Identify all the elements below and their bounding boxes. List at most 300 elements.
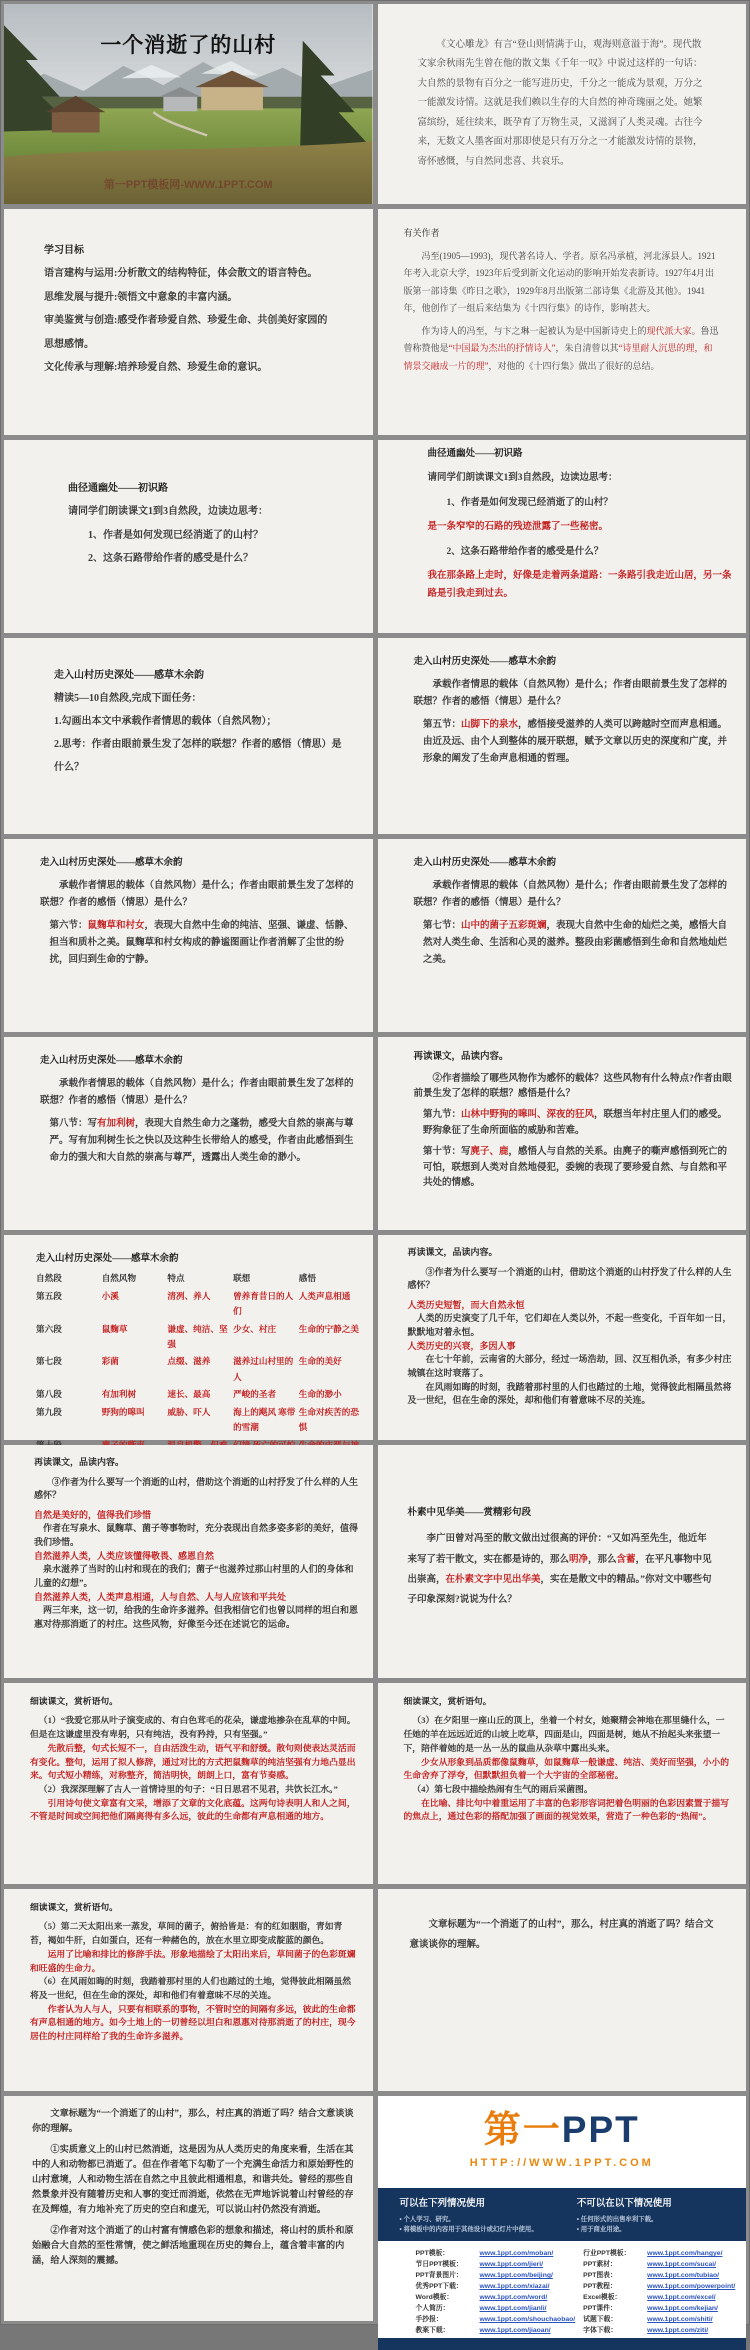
link-row <box>583 2292 736 2303</box>
table-cell: 点缀、滋养 <box>167 1356 211 1367</box>
slide-19-block-5 <box>30 2003 359 2044</box>
table-header: 感悟 <box>298 1273 316 1284</box>
logo-area <box>378 2096 747 2188</box>
highlight-text: 山林中野狗的嗥叫、深夜的狂风 <box>461 1110 595 1121</box>
table-cell: 威胁、吓人 <box>167 1406 211 1417</box>
slide-9 <box>4 839 373 1032</box>
slide-18-block-1 <box>404 1695 733 1709</box>
slide-14-block-1 <box>408 1246 735 1260</box>
link-label: 节日PPT模板： <box>415 2260 463 2268</box>
table-cell: 严峻的圣者 <box>233 1389 277 1400</box>
link-label: PPT模板： <box>415 2249 450 2257</box>
slide-19 <box>4 1889 373 2091</box>
slide-10-block-2 <box>414 878 731 912</box>
text-run: 第五节： <box>423 720 462 731</box>
slide-21-block-1 <box>32 2106 357 2136</box>
link-label: 优秀PPT下载： <box>415 2282 463 2290</box>
highlight-text: 自然是美好的，值得我们珍惜 <box>34 1509 152 1520</box>
deny-column <box>577 2196 724 2235</box>
table-cell: 生命对疾苦的恐惧 <box>298 1406 359 1433</box>
usage-item: • 将模板中的内容用于其他设计或幻灯片中使用。 <box>400 2225 547 2235</box>
footer-link[interactable]: www.1ppt.com/shiti/ <box>647 2315 713 2323</box>
slide-3-block-1 <box>44 239 333 263</box>
highlight-text: 麂子、鹿 <box>470 1147 509 1158</box>
slide-6-block-1 <box>428 445 735 463</box>
footer-link[interactable]: www.1ppt.com/hangye/ <box>647 2249 723 2257</box>
slide-5-block-4 <box>88 547 353 571</box>
text-run: 第六节： <box>49 921 88 932</box>
text-run: （4）第七段中描绘热闹有生气的雨后采菌图。 <box>412 1784 593 1795</box>
text-run: 走入山村历史深处——感草木余韵 <box>40 1056 183 1066</box>
1ppt-logo <box>483 2109 640 2151</box>
allow-column <box>400 2196 547 2235</box>
text-run: ，感悟接受滋养的人类可以跨越时空而声息相通。由近及远、由个人到整体的展开联想，赋予文章以历史的深度和广度，并形象的阐发了生命声息相通的哲理。 <box>423 720 728 764</box>
links-left <box>416 2248 576 2336</box>
text-run: 细读课文，赏析语句。 <box>403 1696 492 1706</box>
slide-21-block-2 <box>32 2142 357 2217</box>
slide-9-block-3 <box>50 918 357 969</box>
table-cell: 人类声息相通 <box>298 1290 351 1301</box>
link-row <box>583 2281 736 2292</box>
slide-14-block-3 <box>408 1299 735 1313</box>
slide-17-block-2 <box>30 1714 359 1741</box>
highlight-text: 引用诗句使文章富有文采，增添了文章的文化底蕴。这两句诗表明人和人之间，不管是时间或空间把他们隔离得有多么远，彼此的生命都有声息相通的地方。 <box>30 1797 356 1822</box>
slide-17 <box>4 1683 373 1884</box>
link-label: 试题下载： <box>583 2315 618 2323</box>
table-cell: 第七段 <box>36 1356 62 1367</box>
table-cell: 彩菌 <box>101 1356 119 1367</box>
slide-15-block-4 <box>34 1522 361 1549</box>
text-run: ，那么 <box>588 1554 617 1565</box>
slide-3-block-5 <box>44 356 333 380</box>
link-row <box>583 2259 736 2270</box>
highlight-text: 作者认为人与人，只要有相联系的事物，不管时空的间隔有多远，彼此的生命都有声息相通的地方。如今土地上的一切曾经以坦白和恩惠对待那消逝了的村庄，现今居住的村庄同样给了我的生命许多滋养。 <box>30 2003 356 2042</box>
link-label: 字体下载： <box>583 2326 618 2334</box>
highlight-text: 自然滋养人类，人类声息相通，人与自然、人与人应该和平共处 <box>34 1591 287 1602</box>
text-run: 走入山村历史深处——感草木余韵 <box>54 669 204 681</box>
text-run: 审美鉴赏与创造:感受作者珍爱自然、珍爱生命、共创美好家园的思想感情。 <box>44 315 328 350</box>
footer-link[interactable]: www.1ppt.com/kejian/ <box>647 2304 718 2312</box>
footer-link[interactable]: www.1ppt.com/tubiao/ <box>647 2271 720 2279</box>
highlight-text: 在比喻、排比句中着重运用了丰富的色彩形容词把着色明丽的色彩因素置于描写的焦点上，通过色彩的搭配加强了画面的视觉效果，营造了一种色彩的“热闹”。 <box>403 1797 729 1822</box>
slide-3-block-2 <box>44 262 333 286</box>
link-row <box>416 2314 576 2325</box>
text-run: 再读课文，品读内容。 <box>407 1247 498 1257</box>
table-cell: 谦虚、纯洁、坚强 <box>167 1323 228 1349</box>
table-cell: 滋养过山村里的人 <box>233 1356 294 1382</box>
table-header: 自然风物 <box>101 1273 137 1284</box>
text-run: 精读5—10自然段,完成下面任务： <box>54 692 202 704</box>
link-row <box>583 2248 736 2259</box>
slide-13-block-1 <box>36 1251 365 1268</box>
text-run: ，实在是散文中的精品。”你对文中哪些句子印象深刻?说说为什么？ <box>407 1574 712 1605</box>
text-run: 第九节： <box>423 1110 462 1121</box>
footer-bar <box>378 2338 747 2350</box>
slide-6-block-6 <box>428 567 735 603</box>
highlight-text: 运用了比喻和排比的修辞手法。形象地描绘了太阳出来后，草间菌子的色彩斑斓和旺盛的生命力。 <box>30 1948 356 1973</box>
slide-22 <box>378 2096 747 2334</box>
slide-16-block-2 <box>408 1529 717 1610</box>
text-run: 2、这条石路带给作者的感受是什么？ <box>88 553 253 564</box>
slide-3-block-4 <box>44 309 333 356</box>
highlight-text: 是一条窄窄的石路的残迹泄露了一些秘密。 <box>427 522 609 533</box>
table-cell: 鼠麴草 <box>101 1323 128 1334</box>
usage-item: • 个人学习、研究。 <box>400 2215 547 2225</box>
link-label: PPT教程： <box>583 2282 617 2290</box>
text-run: 请同学们朗读课文1到3自然段，边读边思考： <box>427 473 618 484</box>
slide-19-block-4 <box>30 1975 359 2002</box>
text-run: 细读课文，赏析语句。 <box>30 1902 118 1912</box>
slide-5 <box>4 440 373 633</box>
logo-url[interactable]: HTTP://WWW.1PPT.COM <box>469 2157 654 2170</box>
highlight-text: 人类历史的兴衰，多因人事 <box>407 1340 516 1351</box>
slide-18-block-2 <box>404 1714 733 1755</box>
text-run: ①实质意义上的山村已然消逝，这是因为从人类历史的角度来看，生活在其中的人和动物都已消逝了。但在作者笔下勾勒了一个充满生命活力和原始野性的山村意境，人和动物生活在自然之中且彼此相通相息，和谐共处。曾经的那些自然景象并没有随着历史和人事的变迁而消逝，依然在无声地诉说着山村曾经的存在及辉煌，有力地补充了历史的空白和虚无，可以说山村仍然没有消逝。 <box>32 2143 354 2214</box>
text-run: 作者在写泉水、鼠麴草、菌子等事物时，充分表现出自然多姿多彩的美好，值得我们珍惜。 <box>34 1523 359 1548</box>
slide-6-block-3 <box>447 494 735 512</box>
table-cell: 清冽、养人 <box>167 1290 211 1301</box>
cover-slide <box>4 4 373 204</box>
highlight-text: 我在那条路上走时，好像是走着两条道路：一条路引我走近山居，另一条路是引我走到过去。 <box>427 571 732 600</box>
slide-3 <box>4 209 373 435</box>
slide-11-block-1 <box>40 1053 357 1070</box>
slide-11 <box>4 1037 373 1230</box>
slide-19-block-3 <box>30 1948 359 1975</box>
text-run: （5）第二天太阳出来一蒸发，草间的菌子，俯拾皆是：有的红如胭脂，青如青苔，褐如牛肝，白如蛋白，还有一种赭色的，放在水里立即变成靛蓝的颜色。 <box>30 1921 343 1946</box>
slide-7-block-1 <box>54 664 347 687</box>
text-run: ③作者为什么要写一个消逝的山村，借助这个消逝的山村抒发了什么样的人生感怀？ <box>407 1266 732 1291</box>
table-header: 联想 <box>233 1273 251 1284</box>
slide-16-block-1 <box>408 1503 717 1523</box>
footer-link[interactable]: www.1ppt.com/xiazai/ <box>479 2282 550 2290</box>
slide-14-block-2 <box>408 1266 735 1293</box>
table-header: 自然段 <box>36 1273 62 1284</box>
footer-link[interactable]: www.1ppt.com/shouchaobao/ <box>479 2315 576 2323</box>
table-cell: 小溪 <box>101 1290 119 1301</box>
slide-15-block-3 <box>34 1509 361 1523</box>
table-header: 特点 <box>167 1273 185 1284</box>
slide-4 <box>378 209 747 435</box>
slide-14-block-6 <box>408 1353 735 1380</box>
slide-4-block-3 <box>404 323 721 375</box>
deny-items <box>577 2215 724 2235</box>
footer-link[interactable]: www.1ppt.com/moban/ <box>479 2249 554 2257</box>
text-run: 曲径通幽处——初识路 <box>68 482 168 494</box>
text-run: ，对他的《十四行集》做出了很好的总结。 <box>488 360 660 371</box>
footer-link[interactable]: www.1ppt.com/word/ <box>479 2293 548 2301</box>
slide-12-block-3 <box>423 1108 732 1139</box>
slide-1 <box>4 4 373 204</box>
logo-first: 第一 <box>483 2109 562 2151</box>
slide-18-block-3 <box>404 1756 733 1783</box>
text-run: 第十节：写 <box>423 1147 471 1158</box>
slide-21 <box>4 2096 373 2321</box>
slide-18-block-5 <box>404 1797 733 1824</box>
footer-link[interactable]: www.1ppt.com/powerpoint/ <box>647 2282 736 2290</box>
link-label: PPT素材： <box>583 2260 617 2268</box>
slide-10-block-1 <box>414 855 731 872</box>
text-run: 走入山村历史深处——感草木余韵 <box>413 657 557 667</box>
table-cell: 海上的飓风 寒带的雪潮 <box>233 1406 296 1433</box>
highlight-text: 山中的菌子五彩斑斓 <box>461 921 547 932</box>
text-run: 在风雨如晦的时刻，我踏着那村里的人们也踏过的土地，觉得彼此相隔虽然将及一世纪，但在生命的深处，却和他们有着意味不尽的关连。 <box>407 1381 732 1406</box>
highlight-text: 含蓄 <box>616 1554 636 1565</box>
text-run: （2）我深深理解了古人一首情诗里的句子：“日日思君不见君，共饮长江水。” <box>38 1784 338 1795</box>
slide-17-block-5 <box>30 1797 359 1824</box>
slide-8-block-1 <box>414 654 731 671</box>
text-run: ，朱自清曾以其 <box>555 343 619 354</box>
slide-15-block-6 <box>34 1563 361 1590</box>
highlight-text: 鼠麴草和村女 <box>87 921 145 932</box>
footer-link[interactable]: www.1ppt.com/jiaoan/ <box>479 2326 551 2334</box>
text-run: 细读课文，赏析语句。 <box>30 1696 118 1706</box>
slide-2-block-1 <box>418 36 707 172</box>
text-run: 作为诗人的冯至，与卞之琳一起被认为是中国新诗史上的 <box>421 326 647 337</box>
text-run: 走入山村历史深处——感草木余韵 <box>40 858 183 868</box>
slide-11-block-3 <box>50 1116 357 1167</box>
highlight-text: 少女从形象到品质都像鼠麴草，如鼠麴草一般谦虚、纯洁、美好而坚强，小小的生命舍弃了浮夸，但默默担负着一个大宇宙的全部秘密。 <box>403 1756 729 1781</box>
slide-14 <box>378 1235 747 1440</box>
slide-8-block-3 <box>423 717 730 768</box>
table-cell: 生命的美好 <box>298 1356 342 1367</box>
text-run: 1.勾画出本文中承载作者情思的载体（自然风物）； <box>54 715 277 727</box>
table-cell: 第六段 <box>36 1323 62 1334</box>
text-run: 朴素中见华美——赏精彩句段 <box>407 1508 532 1519</box>
text-run: （6）在风雨如晦的时刻，我踏着那村里的人们也踏过的土地，觉得彼此相隔虽然将及一世纪，但在生命的深处，却和他们有着意味不尽的关连。 <box>30 1976 352 2001</box>
link-row <box>416 2270 576 2281</box>
slide-6-block-5 <box>447 543 735 561</box>
table-row <box>36 1386 365 1403</box>
slide-12-block-4 <box>423 1145 732 1191</box>
slide-6-block-4 <box>428 518 735 536</box>
link-row <box>416 2292 576 2303</box>
table-row <box>36 1404 365 1437</box>
slide-16 <box>378 1445 747 1678</box>
slide-7-block-3 <box>54 710 347 733</box>
text-run: 2、这条石路带给作者的感受是什么？ <box>446 546 604 557</box>
slide-9-block-1 <box>40 855 357 872</box>
slide-18 <box>378 1683 747 1884</box>
slide-18-block-4 <box>404 1783 733 1797</box>
slide-8-block-2 <box>414 677 731 711</box>
text-run: 在七十年前，云南省的大部分，经过一场浩劫，回、汉互相仇杀，有多少村庄城镇在这时衰落了。 <box>407 1354 732 1379</box>
slide-20 <box>378 1889 747 2091</box>
highlight-text: 明净 <box>569 1554 589 1565</box>
highlight-text: “诗里耐人沉思的理，和情景交融成一片的理” <box>403 343 713 371</box>
link-row <box>416 2248 576 2259</box>
link-label: 行业PPT模板： <box>583 2249 631 2257</box>
slide-11-block-2 <box>40 1076 357 1110</box>
text-run: （1）“我爱它那从叶子演变成的、有白色茸毛的花朵，谦虚地掺杂在乱草的中间。但是在这谦虚里没有卑躬，只有纯洁，没有矜持，只有坚强。” <box>30 1715 356 1740</box>
highlight-text: 先散后整，句式长短不一，自由活泼生动，语气平和舒缓。散句则使表达灵活而有变化。整句，运用了拟人修辞，通过对比的方式把鼠麴草的纯洁坚强有力地凸显出来。句式短小精练，对称整齐，简洁明快，朗朗上口，富有节奏感。 <box>30 1742 356 1781</box>
text-run: 学习目标 <box>44 244 84 256</box>
text-run: ②作者对这个消逝了的山村富有情感色彩的想象和描述，将山村的质朴和原始融合大自然的至性常情，使之鲜活地重现在历史的舞台上，蕴含着丰富的内涵，给人深刻的震撼。 <box>32 2224 354 2265</box>
slide-7-block-4 <box>54 733 347 779</box>
text-run: 1、作者是如何发现已经消逝了的山村？ <box>88 529 263 541</box>
text-run: ，表现大自然生命力之蓬勃，感受大自然的崇高与尊严。写有加利树生长之快以及这种生长带给人的感受，作者由此感悟到生命力的强大和大自然的崇高与尊严，透露出人类生命的渺小。 <box>49 1119 354 1163</box>
slide-12-block-1 <box>414 1050 733 1065</box>
slide-7-block-2 <box>54 687 347 710</box>
table-row <box>36 1288 365 1321</box>
link-row <box>583 2270 736 2281</box>
link-row <box>416 2325 576 2336</box>
presentation-title: 一个消逝了的山村 <box>100 34 277 57</box>
text-run: 请同学们朗读课文1到3自然段，边读边思考： <box>68 506 268 517</box>
link-row <box>416 2281 576 2292</box>
table-row <box>36 1321 365 1354</box>
watermark-text: 第一PPT模板网-WWW.1PPT.COM <box>103 179 273 192</box>
text-run: 人类的历史演变了几千年，它们却在人类以外，不起一些变化，千百年如一日，默默地对着永恒。 <box>407 1313 732 1338</box>
footer-link[interactable]: www.1ppt.com/jianli/ <box>479 2304 547 2312</box>
usage-item: • 用于商业用途。 <box>577 2225 724 2235</box>
text-run: ，联想当年村庄里人们的感受。野狗象征了生命所面临的威胁和苦难。 <box>423 1110 728 1136</box>
slide-17-block-3 <box>30 1742 359 1783</box>
slide-15-block-2 <box>34 1476 361 1503</box>
link-label: 教案下载： <box>415 2326 450 2334</box>
text-run: 《文心雕龙》有言“登山则情满于山，观海则意溢于海”。现代散文家余秋雨先生曾在他的散文集《千年一叹》中说过这样的一句话：大自然的景物有百分之一能写进历史，千分之一能成为景观，万分之一能激发诗情。这就是我们赖以生存的大自然的神奇瑰丽之处。她繁富缤纷，延往续来，既孕育了万物生灵，又滋润了人类灵魂。古往今来，无数文人墨客面对那即使是只有万分之一才能激发诗情的景物，寄怀感慨，与自然同悲喜、共哀乐。 <box>417 39 703 167</box>
text-run: （3）在夕阳里一座山丘的顶上，坐着一个村女，她聚精会神地在那里缝什么，一任她的羊在远远近近的山坡上吃草，四面是山，四面是树，她从不抬起头来张望一下，陪伴着她的是一丛一丛的鼠曲从杂草中露出头来。 <box>403 1715 725 1753</box>
text-run: 曲径通幽处——初识路 <box>427 449 523 459</box>
text-run: 语言建构与运用:分析散文的结构特征，体会散文的语言特色。 <box>44 268 318 279</box>
slide-10-block-3 <box>423 918 730 969</box>
text-run: 承载作者情思的载体（自然风物）是什么；作者由眼前景生发了怎样的联想？作者的感悟（情思）是什么？ <box>40 881 354 908</box>
link-label: Excel模板： <box>583 2293 622 2301</box>
usage-item: • 任何形式的出售牟利下载。 <box>577 2215 724 2225</box>
slide-13 <box>4 1235 373 1440</box>
allow-title: 可以在下列情况使用 <box>399 2198 486 2209</box>
text-run: 思维发展与提升:领悟文中意象的丰富内涵。 <box>44 291 238 303</box>
license-slide <box>378 2096 747 2334</box>
text-run: ③作者为什么要写一个消逝的山村，借助这个消逝的山村抒发了什么样的人生感怀？ <box>34 1476 359 1501</box>
table-cell: 速长、最高 <box>167 1389 211 1400</box>
text-run: 冯至(1905—1993)，现代著名诗人、学者。原名冯承植，河北涿县人。1921年考入北京大学，1923年后受到新文化运动的影响开始发表新诗。1927年4月出版第一部诗集《昨日之歌》，1929年8月出版第二部诗集《北游及其他》。1941年，他创作了一组后来结集为《十四行集》的诗作，影响甚大。 <box>403 251 716 313</box>
text-run: ，在平凡事物中见出崇高， <box>407 1554 712 1585</box>
footer-link[interactable]: www.1ppt.com/excel/ <box>647 2293 716 2301</box>
slide-15-block-7 <box>34 1591 361 1605</box>
link-row <box>583 2303 736 2314</box>
text-run: ，感悟人与自然的关系。由麂子的嘶声感悟到死亡的可怕，联想到人类对自然地侵犯，委婉的表现了要珍爱自然、与自然和平共处的情感。 <box>423 1147 728 1189</box>
slide-5-block-2 <box>68 500 353 524</box>
text-run: 走入山村历史深处——感草木余韵 <box>413 858 557 868</box>
link-label: PPT课件： <box>583 2304 617 2312</box>
text-run: 。鲁迅曾称赞他是 <box>403 326 719 354</box>
allow-items <box>400 2215 547 2235</box>
text-run: 第八节：写 <box>49 1119 98 1130</box>
slide-12 <box>378 1037 747 1230</box>
slide-20-block-1 <box>410 1915 717 1956</box>
text-run: 文章标题为“一个消逝了的山村”，那么，村庄真的消逝了吗？结合文意谈谈你的理解。 <box>32 2108 354 2133</box>
slide-2 <box>378 4 747 204</box>
link-row <box>416 2303 576 2314</box>
table-cell: 生命的宁静之美 <box>298 1323 359 1334</box>
text-run: 承载作者情思的载体（自然风物）是什么；作者由眼前景生发了怎样的联想？作者的感悟（情思）是什么？ <box>413 680 728 707</box>
slide-15-block-8 <box>34 1604 361 1631</box>
slide-19-block-1 <box>30 1901 359 1915</box>
text-run: 承载作者情思的载体（自然风物）是什么；作者由眼前景生发了怎样的联想？作者的感悟（情思）是什么？ <box>413 881 728 908</box>
footer-link[interactable]: www.1ppt.com/jieri/ <box>479 2260 544 2268</box>
highlight-text: 在朴素文字中见出华美 <box>445 1574 541 1585</box>
slide-6 <box>378 440 747 633</box>
link-row <box>583 2314 736 2325</box>
highlight-text: “中国最为杰出的抒情诗人” <box>448 343 556 354</box>
slide-14-block-4 <box>408 1312 735 1339</box>
slide-15-block-1 <box>34 1456 361 1470</box>
slide-7 <box>4 638 373 834</box>
text-run: 再读课文，品读内容。 <box>413 1052 509 1062</box>
highlight-text: 山脚下的泉水 <box>461 720 519 731</box>
table-cell: 第八段 <box>36 1389 62 1400</box>
footer-link[interactable]: www.1ppt.com/ziti/ <box>647 2326 709 2334</box>
table-cell: 生命的渺小 <box>298 1389 342 1400</box>
link-row <box>583 2325 736 2336</box>
highlight-text: 自然滋养人类，人类应该懂得敬畏、感恩自然 <box>34 1550 215 1561</box>
slide-10 <box>378 839 747 1032</box>
text-run: 第七节： <box>423 921 462 932</box>
slide-15 <box>4 1445 373 1678</box>
link-label: PPT图表： <box>583 2271 617 2279</box>
usage-band <box>378 2188 747 2241</box>
text-run: 文化传承与理解:培养珍爱自然、珍爱生命的意识。 <box>44 362 268 373</box>
text-run: 1、作者是如何发现已经消逝了的山村？ <box>446 497 613 508</box>
slide-12-block-2 <box>414 1072 733 1103</box>
table-cell: 有加利树 <box>101 1389 137 1400</box>
text-run: 两三年来，这一切，给我的生命许多滋养。但我相信它们也曾以同样的坦白和恩惠对待那消逝了的村庄。这些风物，好像至今还在述说它的运命。 <box>34 1605 359 1630</box>
text-run: 泉水滋养了当时的山村和现在的我们；菌子“也滋养过那山村里的人们的身体和儿童的幻想”。 <box>34 1564 354 1589</box>
table-cell: 野狗的嗥叫 <box>101 1406 145 1417</box>
text-run: 李广田曾对冯至的散文做出过很高的评价：“又如冯至先生，他近年来写了若干散文，实在都是诗的，那么 <box>407 1534 707 1565</box>
slide-19-block-2 <box>30 1920 359 1947</box>
slide-14-block-5 <box>408 1340 735 1354</box>
text-run: 文章标题为“一个消逝了的山村”，那么，村庄真的消逝了吗？结合文意谈谈你的理解。 <box>409 1920 714 1951</box>
text-run: 再读课文，品读内容。 <box>34 1457 125 1467</box>
slide-21-block-3 <box>32 2223 357 2268</box>
logo-ppt: PPT <box>561 2109 640 2151</box>
slide-9-block-2 <box>40 878 357 912</box>
slide-4-block-2 <box>404 248 721 317</box>
link-label: Word模板： <box>415 2293 454 2301</box>
slide-8 <box>378 638 747 834</box>
footer-link[interactable]: www.1ppt.com/sucai/ <box>647 2260 717 2268</box>
table-cell: 少女、村庄 <box>233 1323 277 1334</box>
text-run: 2.思考：作者由眼前景生发了怎样的联想？作者的感悟（情思）是什么？ <box>54 738 342 773</box>
slide-17-block-1 <box>30 1695 359 1709</box>
link-label: 手抄报： <box>415 2315 443 2323</box>
slide-5-block-1 <box>68 477 353 501</box>
deny-title: 不可以在以下情况使用 <box>576 2198 672 2209</box>
slide-4-block-1 <box>404 225 721 242</box>
text-run: 有关作者 <box>403 228 440 238</box>
link-label: PPT背景图片： <box>415 2271 463 2279</box>
links-area <box>378 2241 747 2338</box>
slide-17-block-4 <box>30 1783 359 1797</box>
table-cell: 第九段 <box>36 1406 62 1417</box>
slide-14-block-7 <box>408 1381 735 1408</box>
text-run: ，表现大自然中生命的纯洁、坚强、谦虚、恬静、担当和质朴之美。鼠麴草和村女构成的静谧图画让作者消解了尘世的纷扰，回归到生命的宁静。 <box>49 921 354 965</box>
highlight-text: 人类历史短暂，而大自然永恒 <box>407 1299 525 1310</box>
highlight-text: 有加利树 <box>97 1119 136 1130</box>
text-run: ，表现大自然中生命的灿烂之美，感悟大自然对人类生命、生活和心灵的滋养。整段由彩菌感悟到生命和自然地灿烂之美。 <box>423 921 728 965</box>
text-run: 承载作者情思的载体（自然风物）是什么；作者由眼前景生发了怎样的联想？作者的感悟（情思）是什么？ <box>40 1079 354 1106</box>
text-run: ②作者描绘了哪些风物作为感怀的载体？这些风物有什么特点?作者由眼前景生发了怎样的联想？感悟是什么？ <box>413 1073 732 1099</box>
highlight-text: 现代派大家 <box>646 326 692 337</box>
slide-5-block-3 <box>88 524 353 548</box>
slide-6-block-2 <box>428 469 735 487</box>
footer-link[interactable]: www.1ppt.com/beijing/ <box>479 2271 553 2279</box>
analysis-table <box>36 1270 365 1470</box>
text-run: 走入山村历史深处——感草木余韵 <box>36 1254 179 1264</box>
table-cell: 曾养育昔日的人们 <box>233 1290 294 1317</box>
links-right <box>583 2248 736 2336</box>
